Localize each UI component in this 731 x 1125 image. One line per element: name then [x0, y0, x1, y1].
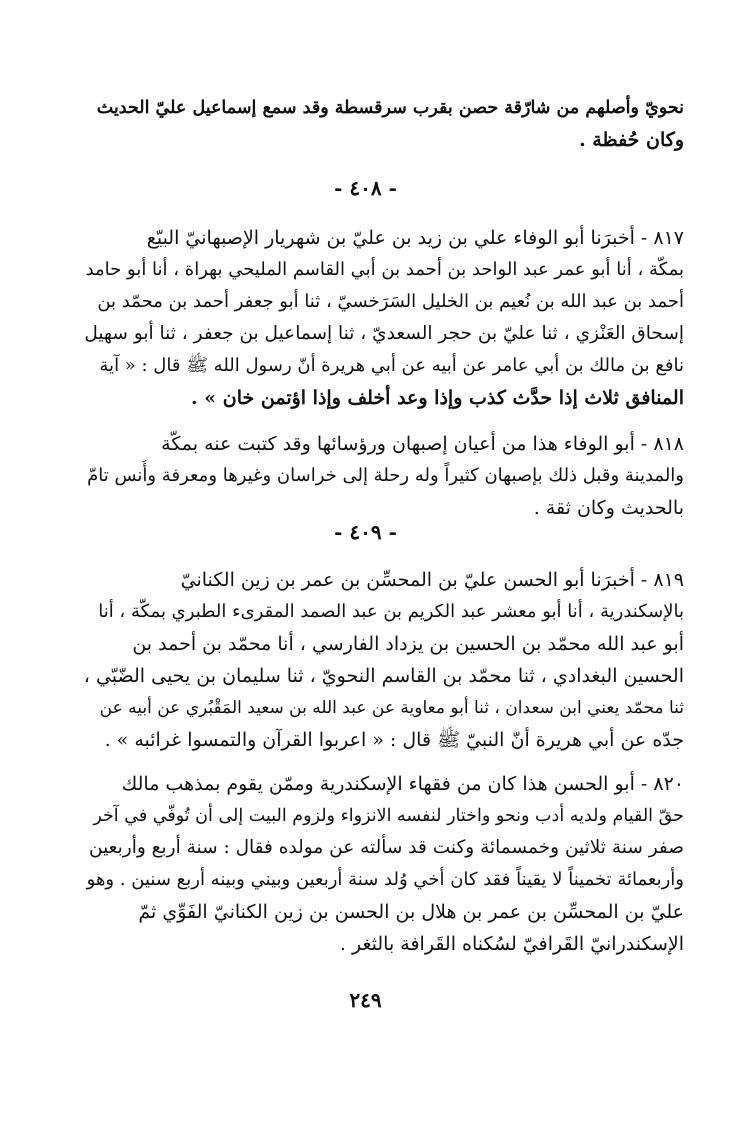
entry-819 [84, 564, 684, 756]
text-line: المنافق ثلاث إذا حدَّث كذب وإذا وعد أخلف وإذا اؤتمن خان » . [191, 387, 684, 409]
text-line: ٨١٨ - أبو الوفاء هذا من أعيان إصبهان ورؤسائها وقد كتبت عنه بمكّة [161, 433, 684, 455]
text-line: نحويّ وأصلهم من شارّقة حصن بقرب سرقسطة وقد سمع إسماعيل عليّ الحديث [96, 98, 684, 118]
text-line: ٨١٩ - أخبرَنا أبو الحسن عليّ بن المحسِّن بن عمر بن زين الكنانيّ [180, 569, 684, 591]
text-line: الإسكندرانيّ القَرافيّ لسُكناه القَرافة بالثغر . [339, 933, 684, 955]
text-line: ٨٢٠ - أبو الحسن هذا كان من فقهاء الإسكندرية وممّن يقوم بمذهب مالك [121, 773, 684, 795]
page-number: ٢٤٩ [349, 988, 382, 1012]
continuation-paragraph [84, 92, 684, 156]
text-line: نافع بن مالك بن أبي عامر عن أبيه عن أبي هريرة أنّ رسول الله ﷺ قال : « آية [99, 355, 684, 376]
section-heading-408: - ٤٠٨ - [334, 176, 397, 200]
entry-817 [84, 222, 684, 414]
text-line: أبو عبد الله محمّد بن الحسين بن يزداد الفارسي ، أنا محمّد بن أحمد بن [132, 633, 684, 655]
text-line: ثنا محمّد يعني ابن سعدان ، ثنا أبو معاوية عن عبد الله بن سعيد المَقْبُري عن أبيه عن [99, 698, 684, 718]
text-line: جدّه عن أبي هريرة أنّ النبيّ ﷺ قال : « اعربوا القرآن والتمسوا غرائبه » . [104, 729, 684, 751]
text-line: بالإسكندرية ، أنا أبو معشر عبد الكريم بن عبد الصمد المقرىء الطبري بمكّة ، أنا [98, 601, 684, 622]
text-line: عليّ بن المحسِّن بن عمر بن هلال بن الحسن بن زين الكنانيّ الفَوِّي ثمّ [138, 901, 684, 923]
text-line: بمكّة ، أنا أبو عمر عبد الواحد بن أحمد بن أبي القاسم المليحي بهراة ، أنا أبو حامد [85, 259, 684, 280]
text-line: إسحاق العَنْزي ، ثنا عليّ بن حجر السعديّ ، ثنا إسماعيل بن جعفر ، ثنا أبو سهيل [84, 323, 684, 344]
text-line: أحمد بن عبد الله بن نُعيم بن الخليل السَرَخسيّ ، ثنا أبو جعفر أحمد بن محمّد بن [97, 291, 684, 312]
text-line: الحسين البغدادي ، ثنا محمّد بن القاسم النحويّ ، ثنا سليمان بن يحيى الضّبّي ، [84, 665, 684, 687]
text-line: صفر سنة ثلاثين وخمسمائة وكنت قد سألته عن مولده فقال : سنة أربع وأربعين [89, 837, 684, 858]
text-line: وأربعمائة تخميناً لا يقيناً فقد كان أخي وُلد سنة أربعين وبيني وبينه أربع سنين . وهو [86, 869, 684, 890]
text-line: ٨١٧ - أخبرَنا أبو الوفاء علي بن زيد بن عليّ بن شهريار الإصبهانيّ البيّع [146, 227, 684, 249]
text-line: وكان حُفظة . [579, 129, 684, 151]
entry-820 [84, 768, 684, 960]
entry-818 [84, 428, 684, 524]
text-line: والمدينة وقبل ذلك بإصبهان كثيراً وله رحلة إلى خراسان وغيرها ومعرفة وأُنس تامّ [87, 465, 684, 486]
text-line: حقّ القيام ولديه أدب ونحو واختار لنفسه الانزواء ولزوم البيت إلى أن تُوفّي في آخر [93, 806, 684, 826]
text-line: بالحديث وكان ثقة . [533, 497, 684, 519]
section-heading-409: - ٤٠٩ - [334, 520, 397, 544]
